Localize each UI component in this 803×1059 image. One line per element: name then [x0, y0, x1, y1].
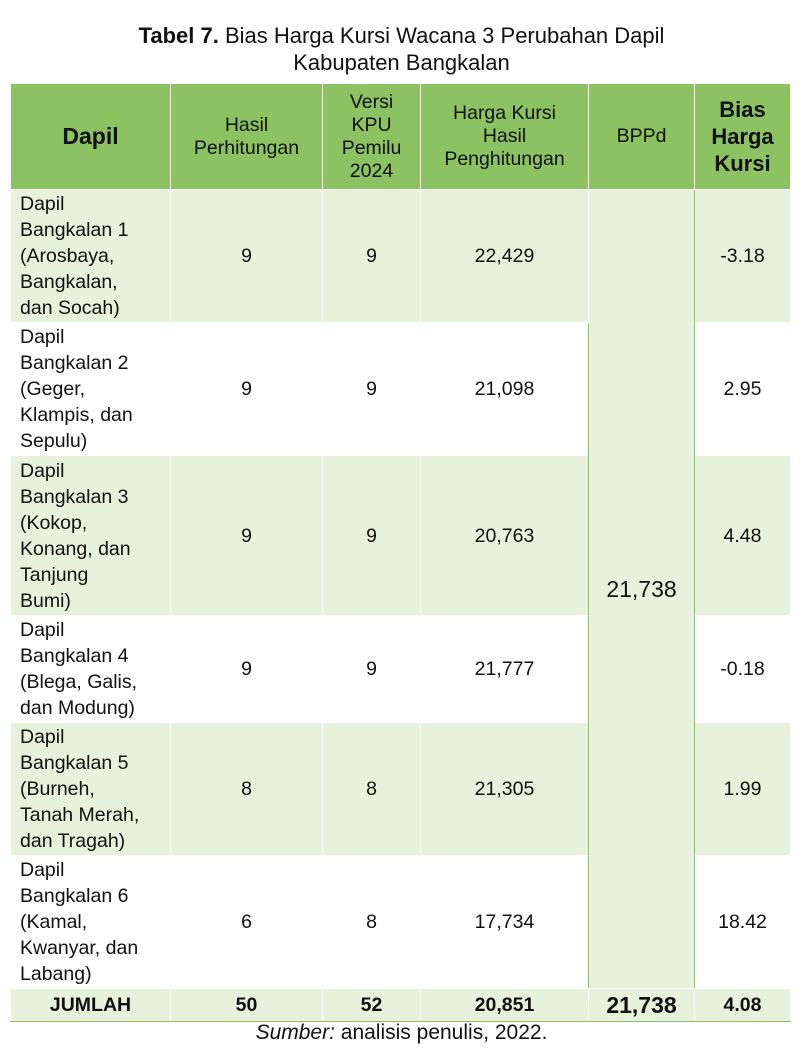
bias-cell: 18.42 [695, 856, 791, 989]
total-label: JUMLAH [11, 989, 171, 1022]
caption-title-line1: Bias Harga Kursi Wacana 3 Perubahan Dapil [218, 23, 665, 48]
total-bias: 4.08 [695, 989, 791, 1022]
table-row [11, 190, 791, 323]
source-note [0, 1020, 803, 1046]
caption-title-line2: Kabupaten Bangkalan [293, 50, 510, 75]
bias-cell: 2.95 [695, 323, 791, 456]
versi-cell: 9 [323, 456, 421, 616]
bias-cell: -0.18 [695, 616, 791, 723]
hasil-cell: 9 [171, 616, 323, 723]
hasil-cell: 6 [171, 856, 323, 989]
versi-cell: 8 [323, 723, 421, 856]
versi-cell: 9 [323, 323, 421, 456]
source-label: Sumber: [255, 1021, 335, 1044]
col-header-bppd: BPPd [589, 84, 695, 190]
caption-label: Tabel 7. [138, 23, 219, 48]
hasil-cell: 9 [171, 456, 323, 616]
total-row [11, 989, 791, 1022]
dapil-name-cell: Dapil Bangkalan 5 (Burneh, Tanah Merah, dan Tragah) [11, 723, 171, 856]
versi-cell: 9 [323, 616, 421, 723]
harga-cell: 21,305 [421, 723, 589, 856]
bias-harga-kursi-table [10, 83, 791, 1022]
harga-cell: 20,763 [421, 456, 589, 616]
harga-cell: 22,429 [421, 190, 589, 323]
table-caption [0, 0, 803, 76]
dapil-name-cell: Dapil Bangkalan 1 (Arosbaya, Bangkalan, dan Socah) [11, 190, 171, 323]
hasil-cell: 8 [171, 723, 323, 856]
versi-cell: 9 [323, 190, 421, 323]
versi-cell: 8 [323, 856, 421, 989]
total-bppd: 21,738 [589, 989, 695, 1022]
dapil-name-cell: Dapil Bangkalan 4 (Blega, Galis, dan Modung) [11, 616, 171, 723]
total-harga: 20,851 [421, 989, 589, 1022]
col-header-dapil: Dapil [11, 84, 171, 190]
harga-cell: 21,098 [421, 323, 589, 456]
col-header-hasil: Hasil Perhitungan [171, 84, 323, 190]
source-text: analisis penulis, 2022. [334, 1021, 548, 1044]
dapil-name-cell: Dapil Bangkalan 6 (Kamal, Kwanyar, dan Labang) [11, 856, 171, 989]
header-row [11, 84, 791, 190]
dapil-name-cell: Dapil Bangkalan 3 (Kokop, Konang, dan Tanjung Bumi) [11, 456, 171, 616]
col-header-versi: Versi KPU Pemilu 2024 [323, 84, 421, 190]
harga-cell: 21,777 [421, 616, 589, 723]
hasil-cell: 9 [171, 190, 323, 323]
harga-cell: 17,734 [421, 856, 589, 989]
total-hasil: 50 [171, 989, 323, 1022]
dapil-name-cell: Dapil Bangkalan 2 (Geger, Klampis, dan Sepulu) [11, 323, 171, 456]
col-header-bias: Bias Harga Kursi [695, 84, 791, 190]
total-versi: 52 [323, 989, 421, 1022]
bias-cell: -3.18 [695, 190, 791, 323]
bias-cell: 1.99 [695, 723, 791, 856]
bppd-merged-cell: 21,738 [589, 190, 695, 989]
col-header-harga: Harga Kursi Hasil Penghitungan [421, 84, 589, 190]
bias-cell: 4.48 [695, 456, 791, 616]
hasil-cell: 9 [171, 323, 323, 456]
